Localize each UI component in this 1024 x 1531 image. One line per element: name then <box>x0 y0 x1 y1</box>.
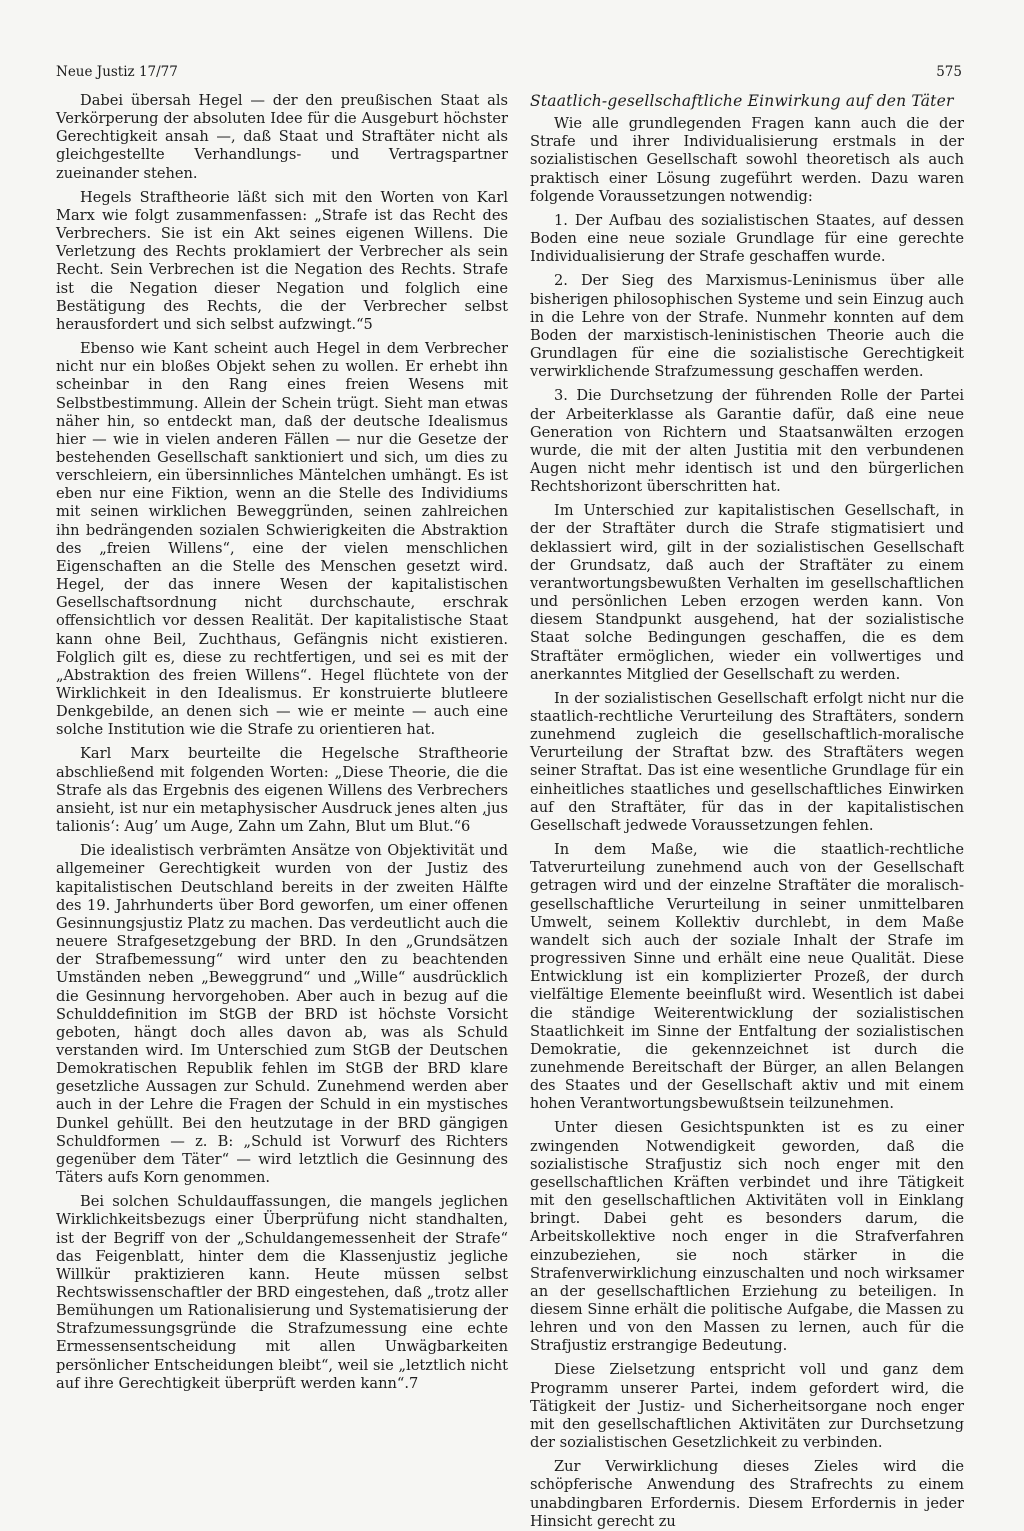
paragraph: Diese Zielsetzung entspricht voll und ganz dem Programm unserer Partei, indem gefordert wird, die Tätigkeit der Justiz- und Sicherheitsorgane noch enger mit den gesellschaftlichen Aktivitäten zur Durchsetzung der sozialistischen Gesetzlichkeit zu verbinden. <box>530 1361 964 1452</box>
list-item: 3. Die Durchsetzung der führenden Rolle der Partei der Arbeiterklasse als Garantie dafür, daß eine neue Generation von Richtern und Staatsanwälten erzogen wurde, die mit der alten Justitia mit den verbundenen Augen nicht mehr identisch ist und den bürgerlichen Rechtshorizont überschritten hat. <box>530 387 964 496</box>
journal-title: Neue Justiz 17/77 <box>56 64 178 80</box>
paragraph: Hegels Straftheorie läßt sich mit den Worten von Karl Marx wie folgt zusammenfassen: „Strafe ist das Recht des Verbrechers. Sie ist ein Akt seines eigenen Willens. Die Verletzung des Rechts proklamiert der Verbrecher als sein Recht. Sein Verbrechen ist die Negation des Rechts. Strafe ist die Negation dieser Negation und folglich eine Bestätigung des Rechts, die der Verbrecher selbst herausfordert und sich selbst aufzwingt.“5 <box>56 188 508 333</box>
paragraph: In der sozialistischen Gesellschaft erfolgt nicht nur die staatlich-rechtliche Verurteilung des Straftäters, sondern zunehmend zugleich die gesellschaftlich-moralische Verurteilung der Straftat bzw. des Straftäters wegen seiner Straftat. Das ist eine wesentliche Grundlage für ein einheitliches staatliches und gesellschaftliches Einwirken auf den Straftäter, für das in der kapitalistischen Gesellschaft jedwede Voraussetzungen fehlen. <box>530 689 964 834</box>
paragraph: Zur Verwirklichung dieses Zieles wird die schöpferische Anwendung des Strafrechts zu einem unabdingbaren Erfordernis. Diesem Erfordernis in jeder Hinsicht gerecht zu <box>530 1458 964 1530</box>
page-number: 575 <box>936 64 962 80</box>
section-heading: Staatlich-gesellschaftliche Einwirkung auf den Täter <box>530 92 954 110</box>
right-column <box>530 92 964 1531</box>
paragraph: Wie alle grundlegenden Fragen kann auch die der Strafe und ihrer Individualisierung erstmals in der sozialistischen Gesellschaft sowohl theoretisch als auch praktisch einer Lösung zugeführt werden. Dazu waren folgende Voraussetzungen notwendig: <box>530 115 964 205</box>
paragraph: Ebenso wie Kant scheint auch Hegel in dem Verbrecher nicht nur ein bloßes Objekt sehen zu wollen. Er erhebt ihn scheinbar in den Rang eines freien Wesens mit Selbstbestimmung. Allein der Schein trügt. Sieht man etwas näher hin, so entdeckt man, daß der deutsche Idealismus hier — wie in vielen anderen Fällen — nur die Gesetze der bestehenden Gesellschaft sanktioniert und sich, um dies zu verschleiern, ein übersinnliches Mäntelchen umhängt. Es ist eben nur eine Fiktion, wenn an die Stelle des Individiums mit seinen wirklichen Beweggründen, seinen zahlreichen ihn bedrängenden sozialen Schwierigkeiten die Abstraktion des „freien Willens“, eine der vielen menschlichen Eigenschaften an die Stelle des Menschen gesetzt wird. Hegel, der das innere Wesen der kapitalistischen Gesellschaftsordnung nicht durchschaute, erschrak offensichtlich vor dessen Realität. Der kapitalistische Staat kann ohne Beil, Zuchthaus, Gefängnis nicht existieren. Folglich gilt es, diese zu rechtfertigen, und sei es mit der „Abstraktion des freien Willens“. Hegel flüchtete von der Wirklichkeit in den Idealismus. Er konstruierte blutleere Denkgebilde, an denen sich — wie er meinte — auch eine solche Institution wie die Strafe zu orientieren hat. <box>56 340 508 739</box>
list-item: 2. Der Sieg des Marxismus-Leninismus über alle bisherigen philosophischen Systeme und sein Einzug auch in die Lehre von der Strafe. Nunmehr konnten auf dem Boden der marxistisch-leninistischen Theorie auch die Grundlagen für eine die sozialistische Gerechtigkeit verwirklichende Strafzumessung geschaffen werden. <box>530 272 964 381</box>
left-column <box>56 92 508 1393</box>
paragraph: Unter diesen Gesichtspunkten ist es zu einer zwingenden Notwendigkeit geworden, daß die sozialistische Strafjustiz sich noch enger mit den gesellschaftlichen Kräften verbindet und ihre Tätigkeit mit den gesellschaftlichen Aktivitäten voll in Einklang bringt. Dabei geht es besonders darum, die Arbeitskollektive noch enger in die Strafverfahren einzubeziehen, sie noch stärker in die Strafenverwirklichung einzuschalten und noch wirksamer an der gesellschaftlichen Erziehung zu beteiligen. In diesem Sinne erhält die politische Aufgabe, die Massen zu lehren und von den Massen zu lernen, auch für die Strafjustiz erstrangige Bedeutung. <box>530 1119 964 1355</box>
paragraph: Dabei übersah Hegel — der den preußischen Staat als Verkörperung der absoluten Idee für die Ausgeburt höchster Gerechtigkeit ansah —, daß Staat und Straftäter nicht als gleichgestellte Verhandlungs- und Vertragspartner zueinander stehen. <box>56 92 508 182</box>
paragraph: Im Unterschied zur kapitalistischen Gesellschaft, in der der Straftäter durch die Strafe stigmatisiert und deklassiert wird, gilt in der sozialistischen Gesellschaft der Grundsatz, daß auch der Straftäter zu einem verantwortungsbewußten Verhalten im gesellschaftlichen und persönlichen Leben erzogen werden kann. Von diesem Standpunkt ausgehend, hat der sozialistische Staat solche Bedingungen geschaffen, die es dem Straftäter ermöglichen, wieder ein vollwertiges und anerkanntes Mitglied der Gesellschaft zu werden. <box>530 502 964 683</box>
paragraph: Karl Marx beurteilte die Hegelsche Straftheorie abschließend mit folgenden Worten: „Diese Theorie, die die Strafe als das Ergebnis des eigenen Willens des Verbrechers ansieht, ist nur ein metaphysischer Ausdruck jenes alten ‚jus talionis‘: Aug’ um Auge, Zahn um Zahn, Blut um Blut.“6 <box>56 745 508 836</box>
page-header <box>56 64 962 80</box>
paragraph: Bei solchen Schuldauffassungen, die mangels jeglichen Wirklichkeitsbezugs einer Überprüfung nicht standhalten, ist der Begriff von der „Schuldangemessenheit der Strafe“ das Feigenblatt, hinter dem die Klassenjustiz jegliche Willkür praktizieren kann. Heute müssen selbst Rechtswissenschaftler der BRD eingestehen, daß „trotz aller Bemühungen um Rationalisierung und Systematisierung der Strafzumessungsgründe die Strafzumessung eine echte Ermessensentscheidung mit allen Unwägbarkeiten persönlicher Entscheidungen bleibt“, weil sie „letztlich nicht auf ihre Gerechtigkeit überprüft werden kann“.7 <box>56 1193 508 1392</box>
list-item: 1. Der Aufbau des sozialistischen Staates, auf dessen Boden eine neue soziale Grundlage für eine gerechte Individualisierung der Strafe geschaffen wurde. <box>530 211 964 266</box>
paragraph: In dem Maße, wie die staatlich-rechtliche Tatverurteilung zunehmend auch von der Gesellschaft getragen wird und der einzelne Straftäter die moralisch-gesellschaftliche Verurteilung in seiner unmittelbaren Umwelt, seinem Kollektiv durchlebt, in dem Maße wandelt sich auch der soziale Inhalt der Strafe im progressiven Sinne und erhält eine neue Qualität. Diese Entwicklung ist ein komplizierter Prozeß, der durch vielfältige Elemente beeinflußt wird. Wesentlich ist dabei die ständige Weiterentwicklung der sozialistischen Staatlichkeit im Sinne der Entfaltung der sozialistischen Demokratie, die gekennzeichnet ist durch die zunehmende Bereitschaft der Bürger, an allen Belangen des Staates und der Gesellschaft aktiv und mit einem hohen Verantwortungsbewußtsein teilzunehmen. <box>530 841 964 1113</box>
paragraph: Die idealistisch verbrämten Ansätze von Objektivität und allgemeiner Gerechtigkeit wurden von der Justiz des kapitalistischen Deutschland bereits in der zweiten Hälfte des 19. Jahrhunderts über Bord geworfen, um einer offenen Gesinnungsjustiz Platz zu machen. Das verdeutlicht auch die neuere Strafgesetzgebung der BRD. In den „Grundsätzen der Strafbemessung“ wird unter den zu beachtenden Umständen neben „Beweggrund“ und „Wille“ ausdrücklich die Gesinnung hervorgehoben. Aber auch in bezug auf die Schulddefinition im StGB der BRD ist höchste Vorsicht geboten, hängt doch alles davon ab, was als Schuld verstanden wird. Im Unterschied zum StGB der Deutschen Demokratischen Republik fehlen im StGB der BRD klare gesetzliche Aussagen zur Schuld. Zunehmend werden aber auch in der Lehre die Fragen der Schuld in ein mystisches Dunkel gehüllt. Bei den heutzutage in der BRD gängigen Schuldformen — z. B: „Schuld ist Vorwurf des Richters gegenüber dem Täter“ — wird letztlich die Gesinnung des Täters aufs Korn genommen. <box>56 842 508 1187</box>
